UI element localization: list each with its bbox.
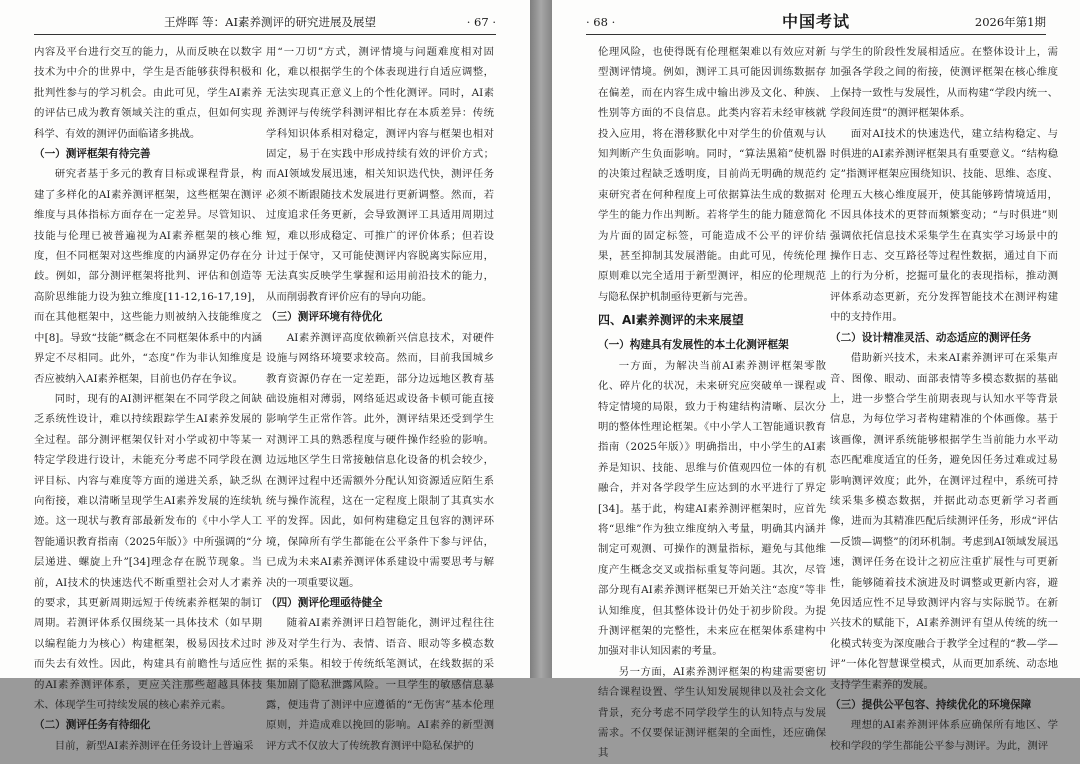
paragraph: 内容及平台进行交互的能力，从而反映在以数字技术为中介的世界中，学生是否能够获得积极和批判性参与的学习机会。由此可见，学生AI素养的评估已成为教育领域关注的重点，但如何实现科学、有效的测评仍面临诸多挑战。 <box>34 46 262 140</box>
text-column <box>34 42 262 756</box>
section-heading: （四）测评伦理亟待健全 <box>266 596 383 609</box>
right-page <box>552 0 1080 760</box>
journal-brand: 中国考试 <box>781 12 850 31</box>
paragraph: 同时，现有的AI测评框架在不同学段之间缺乏系统性设计，难以持续跟踪学生AI素养发展的全过程。部分测评框架仅针对小学或初中等某一特定学段进行设计，未能充分考虑不同学段在测评目标、内容与难度等方面的递进关系，缺乏纵向衔接，难以清晰呈现学生AI素养发展的连续轨迹。这一现状与教育部最新发布的《中小学人工智能通识教育指南（2025年版）》中所强调的“分层递进、螺旋上升”[34]理念存在脱节现象。当前，AI技术的快速迭代不断重塑社会对人才素养的要求，其更新周期远短于传统素养框架的制订周期。若测评体系仅围绕某一具体技术（如早期以编程能力为核心）构建框架，极易因技术过时而失去有效性。因此，构建具有前瞻性与适应性的AI素养测评体系，更应关注那些超越具体技术、体现学生可持续发展的核心素养元素。 <box>34 392 262 711</box>
paragraph: 理想的AI素养测评体系应确保所有地区、学校和学段的学生都能公平参与测评。为此，测评 <box>830 719 1058 752</box>
running-header <box>34 12 496 35</box>
paragraph: 伦理风险，也使得既有伦理框架难以有效应对新型测评情境。例如，测评工具可能因训练数据存在偏差，而在内容生成中输出涉及文化、种族、性别等方面的不良信息。此类内容若未经审核就投入应用，将在潜移默化中对学生的价值观与认知判断产生负面影响。同时，“算法黑箱”使机器的决策过程缺乏透明度，目前尚无明确的规范约束研究者在何种程度上可依据算法生成的数据对学生的能力作出判断。若将学生的能力随意简化为片面的固定标签，可能造成不公平的评价结果，甚至抑制其发展潜能。由此可见，传统伦理原则难以完全适用于新型测评，相应的伦理规范与隐私保护机制亟待更新与完善。 <box>598 46 826 303</box>
text-column <box>830 42 1058 756</box>
page-gutter <box>530 0 552 678</box>
text-column <box>598 42 826 764</box>
paragraph: 研究者基于多元的教育目标或课程背景，构建了多样化的AI素养测评框架，这些框架在测评维度与具体指标方面存在一定差异。尽管知识、技能与伦理已被普遍视为AI素养框架的核心维度，但不同框架对这些维度的内涵界定仍存在分歧。例如，部分测评框架将批判、评估和创造等高阶思维能力设为独立维度[11-12,16-17,19]，而在其他框架中，这些能力则被纳入技能维度之中[8]。导致“技能”概念在不同框架体系中的内涵界定不尽相同。此外，“态度”作为非认知维度是否应被纳入AI素养框架，目前也仍存在争议。 <box>34 168 262 385</box>
section-heading: （一）测评框架有待完善 <box>34 148 151 161</box>
paragraph: 面对AI技术的快速迭代，建立结构稳定、与时俱进的AI素养测评框架具有重要意义。“结构稳定”指测评框架应围绕知识、技能、思维、态度、伦理五大核心维度展开，使其能够跨情境适用，不因具体技术的更替而频繁变动；“与时俱进”则强调依托信息技术采集学生在真实学习场景中的操作日志、交互路径等过程性数据，通过自下而上的行为分析，挖掘可量化的表现指标，推动测评体系动态更新，充分发挥智能技术在测评构建中的支持作用。 <box>830 127 1058 324</box>
paragraph: 目前，新型AI素养测评在任务设计上普遍采 <box>54 739 254 752</box>
paragraph: 一方面，为解决当前AI素养测评框架零散化、碎片化的状况，未来研究应突破单一课程或特定情境的局限，致力于构建结构清晰、层次分明的整体性理论框架。《中小学人工智能通识教育指南（2025年版）》明确指出，中小学生的AI素养是知识、技能、思维与价值观四位一体的有机融合，并对各学段学生应达到的水平进行了界定[34]。基于此，构建AI素养测评框架时，应首先将“思维”作为独立维度纳入考量，明确其内涵并制定可观测、可操作的测量指标，避免与其他维度产生概念交叉或指标重复等问题。其次，尽管部分现有AI素养测评框架已开始关注“态度”等非认知维度，但其整体设计仍处于初步阶段。为提升测评框架的完整性，未来应在框架体系建构中加强对非认知因素的考量。 <box>598 359 826 658</box>
section-heading: （一）构建具有发展性的本土化测评框架 <box>598 339 789 352</box>
paragraph: 借助新兴技术，未来AI素养测评可在采集声音、图像、眼动、面部表情等多模态数据的基础上，进一步整合学生前期表现与认知水平等背景信息，为每位学习者构建精准的个体画像。基于该画像，测评系统能够根据学生当前能力水平动态匹配难度适宜的任务，避免因任务过难或过易影响测评效度；此外，在测评过程中，系统可持续采集多模态数据，并据此动态更新学习者画像，进而为其精准匹配后续测评任务，形成“评估—反馈—调整”的闭环机制。考虑到AI领域发展迅速，测评任务在设计之初应注重扩展性与可更新性，能够随着技术演进及时调整或更新内容，避免因适应性不足导致测评内容与实际脱节。在新兴技术的赋能下，AI素养测评有望从传统的统一化模式转变为深度融合于教学全过程的“教—学—评”一体化智慧课堂模式，从而更加系统、动态地支持学生素养的发展。 <box>830 352 1058 691</box>
page-number: · 68 · <box>586 15 616 29</box>
paragraph: 随着AI素养测评日趋智能化，测评过程往往涉及对学生行为、表情、语音、眼动等多模态数据的采集。相较于传统纸笔测试，在线数据的采集加剧了隐私泄露风险。一旦学生的敏感信息暴露，便违背了测评中应遵循的“无伤害”基本伦理原则，并造成难以挽回的影响。AI素养的新型测评方式不仅放大了传统教育测评中隐私保护的 <box>266 617 494 752</box>
paragraph: 与学生的阶段性发展相适应。在整体设计上，需加强各学段之间的衔接，使测评框架在核心维度上保持一致性与发展性，从而构建“学段内统一、学段间连贯”的测评框架体系。 <box>830 46 1058 120</box>
article-running-title: 王烨晖 等：AI素养测评的研究进展及展望 <box>164 15 377 29</box>
section-heading: （二）测评任务有待细化 <box>34 719 151 732</box>
chapter-heading: 四、AI素养测评的未来展望 <box>598 313 744 328</box>
running-header <box>586 12 1046 35</box>
paragraph: 另一方面，AI素养测评框架的构建需要密切结合课程设置、学生认知发展规律以及社会文化背景，充分考虑不同学段学生的认知特点与发展需求。不仅要保证测评框架的全面性，还应确保其 <box>598 665 826 760</box>
issue-label: 2026年第1期 <box>974 15 1046 29</box>
text-column <box>266 42 494 756</box>
paragraph: 用“一刀切”方式，测评情境与问题难度相对固化，难以根据学生的个体表现进行自适应调整，无法实现真正意义上的个性化测评。同时，AI素养测评与传统学科测评相比存在本质差异：传统学科知识体系相对稳定，测评内容与框架也相对固定，易于在实践中形成持续有效的评价方式；而AI领域发展迅速，相关知识迭代快，测评任务必须不断跟随技术发展进行更新调整。然而，若过度追求任务更新，会导致测评工具适用周期过短，难以形成稳定、可推广的评价体系；但若设计过于保守，又可能使测评内容脱离实际应用，无法真实反映学生掌握和运用前沿技术的能力，从而削弱教育评价应有的导向功能。 <box>266 46 494 303</box>
page-number: · 67 · <box>466 15 496 29</box>
paragraph: AI素养测评高度依赖新兴信息技术，对硬件设施与网络环境要求较高。然而，目前我国城乡教育资源仍存在一定差距，部分边远地区教育基础设施相对薄弱，网络延迟或设备卡顿可能直接影响学生正常作答。此外，测评结果还受到学生对测评工具的熟悉程度与硬件操作经验的影响。边远地区学生日常接触信息化设备的机会较少，在测评过程中还需额外分配认知资源适应陌生系统与操作流程，这在一定程度上限制了其真实水平的发挥。因此，如何构建稳定且包容的测评环境，保障所有学生都能在公平条件下参与评估，已成为未来AI素养测评体系建设中需要思考与解决的一项重要议题。 <box>266 331 494 589</box>
section-heading: （三）测评环境有待优化 <box>266 311 383 324</box>
section-heading: （三）提供公平包容、持续优化的环境保障 <box>830 699 1032 711</box>
left-page <box>0 0 530 752</box>
section-heading: （二）设计精准灵活、动态适应的测评任务 <box>830 331 1032 344</box>
